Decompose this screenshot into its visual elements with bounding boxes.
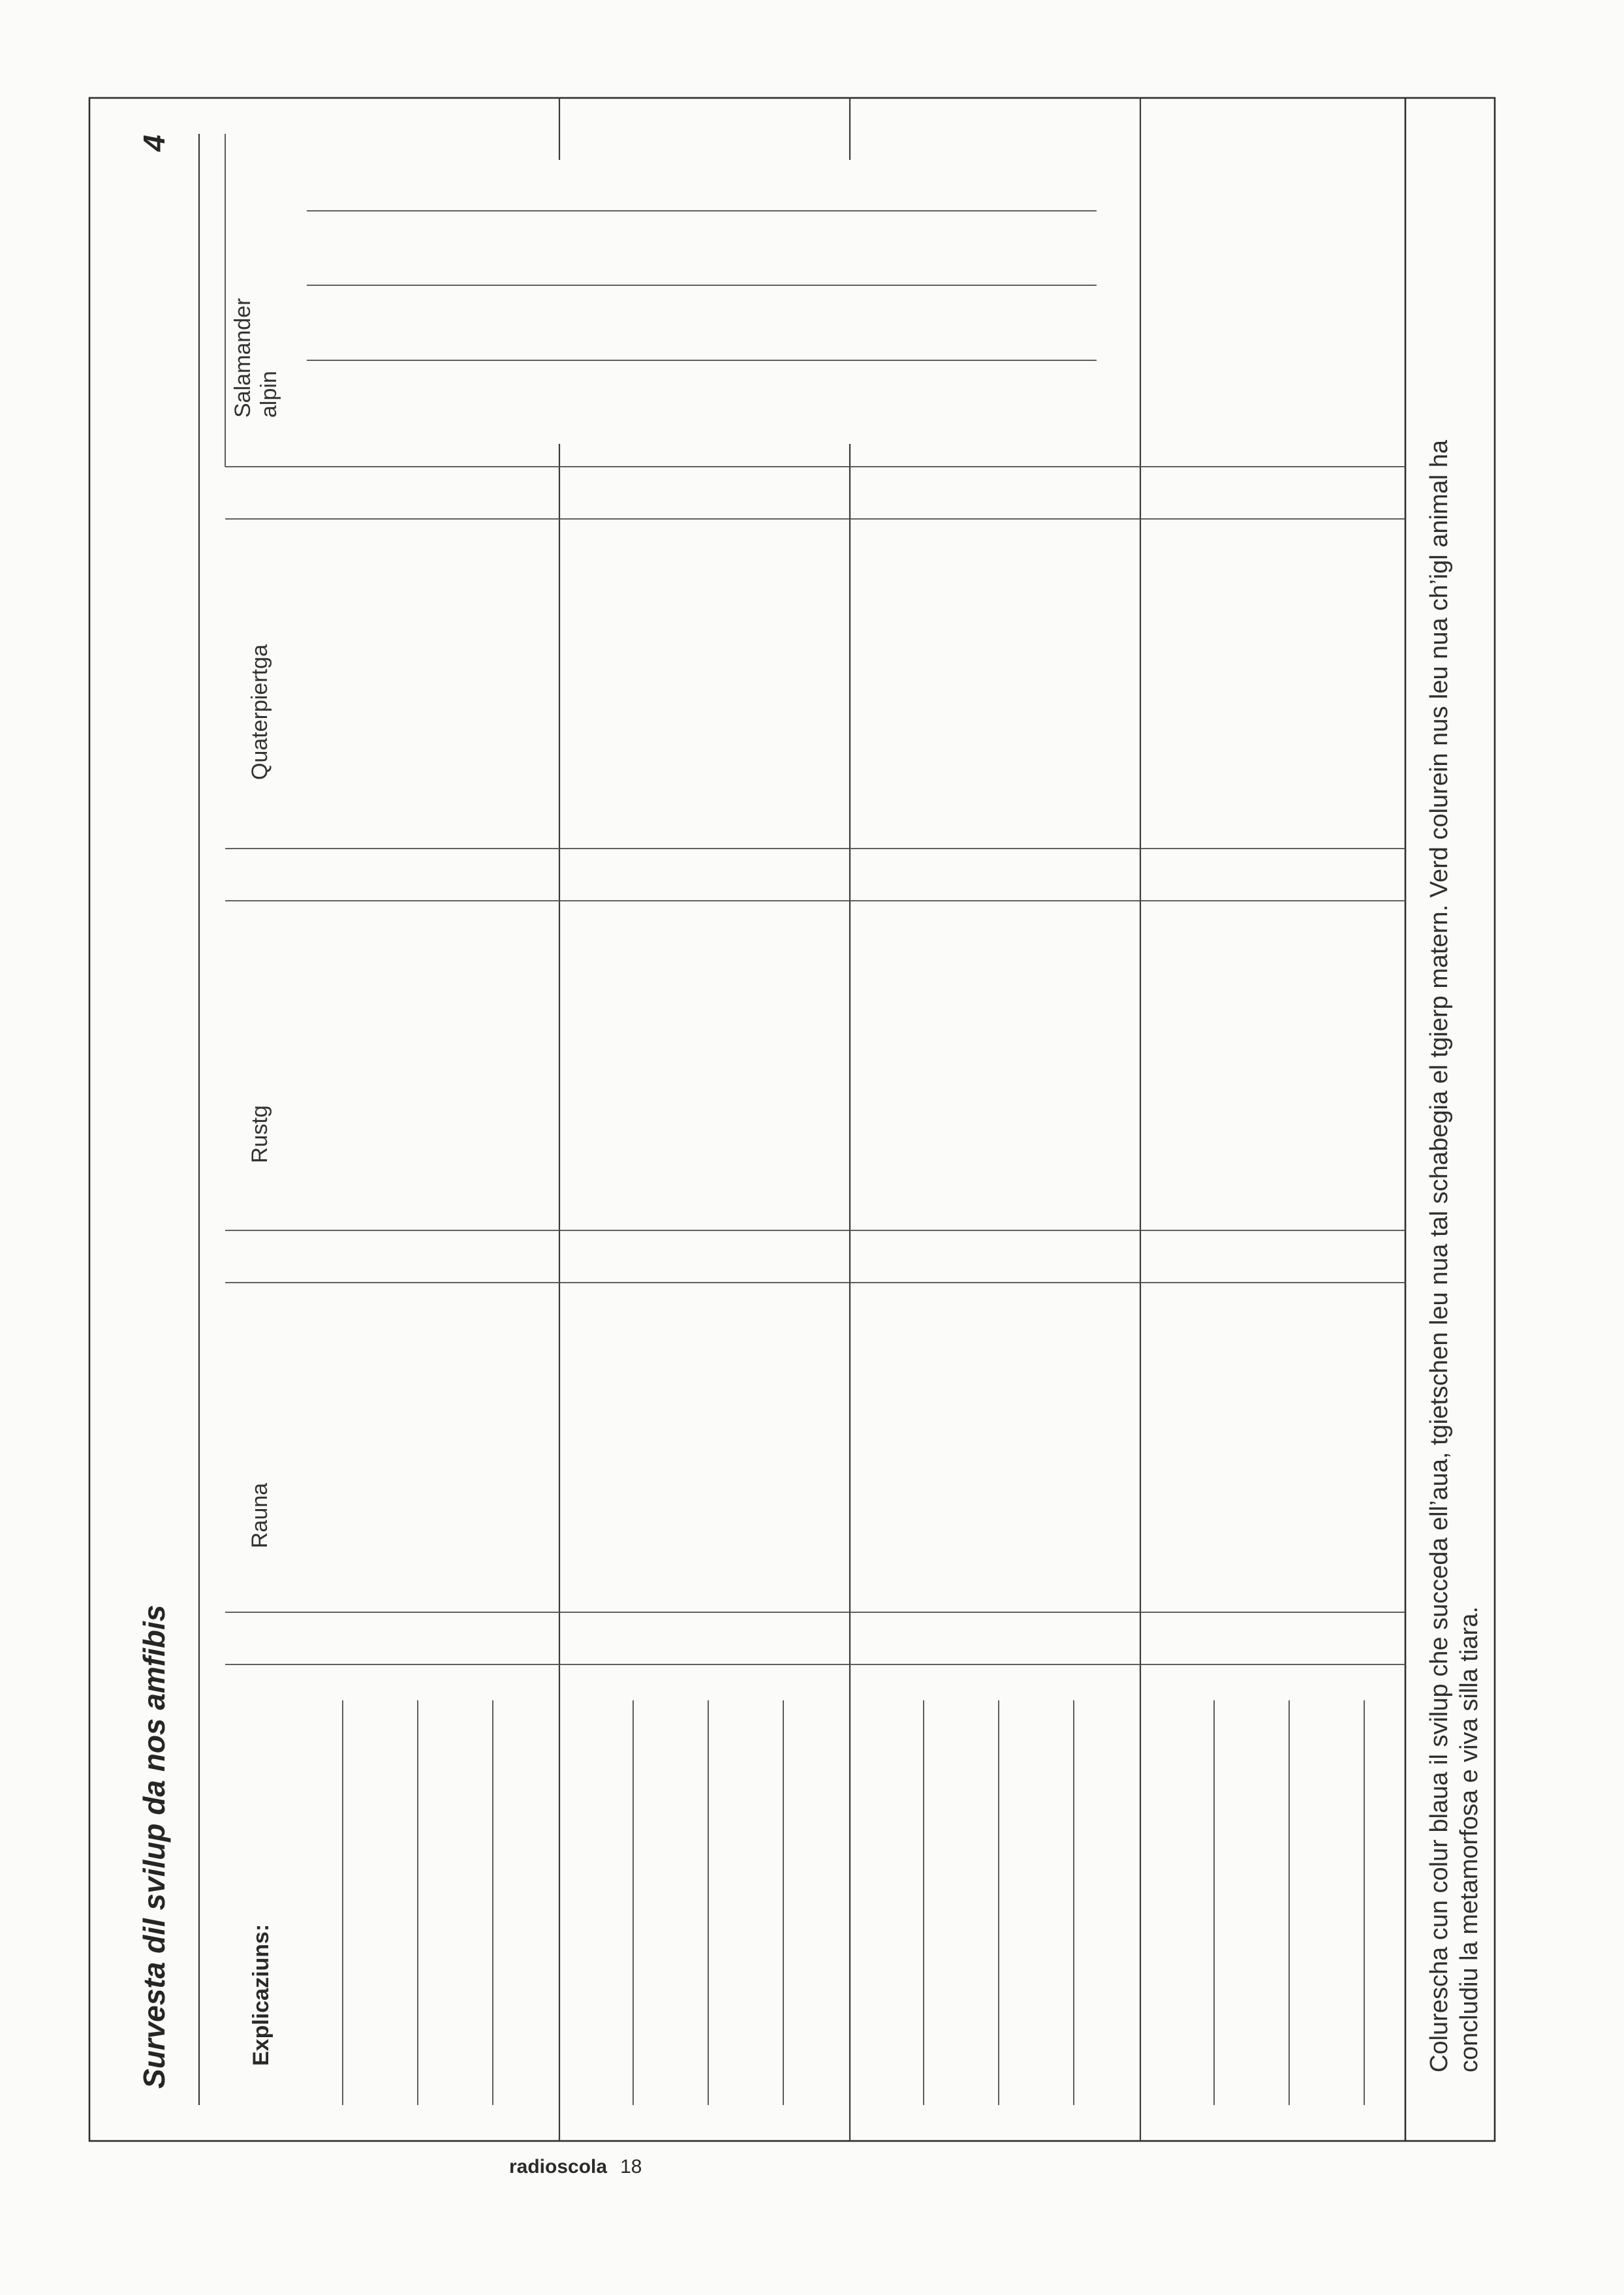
column-label-quaterpiertga: Quaterpiertga <box>247 644 272 780</box>
column-label-rauna: Rauna <box>247 1482 272 1548</box>
footer-page-number: 18 <box>620 2156 642 2178</box>
instructions-line-2: concludiu la metamorfosa e viva silla tiara. <box>1456 1606 1483 2072</box>
explanation-lines <box>343 1700 1364 2105</box>
footer-publication: radioscola <box>509 2156 608 2178</box>
page-footer <box>509 2155 642 2179</box>
worksheet-number: 4 <box>137 134 171 151</box>
explanations-label: Explicaziuns: <box>249 1924 273 2066</box>
outer-frame <box>89 98 1495 2141</box>
instructions-line-1: Colurescha cun colur blaua il svilup che succeda ell’aua, tgietschen leu nua tal schabegia el tgierp matern. Verd colurein nus leu nua ch’igl animal ha <box>1426 439 1453 2072</box>
column-label-rustg: Rustg <box>247 1105 272 1163</box>
column-label-salamander: Salamander alpin <box>230 298 281 418</box>
worksheet-title: Survesta dil svilup da nos amfibis <box>137 1604 171 2089</box>
